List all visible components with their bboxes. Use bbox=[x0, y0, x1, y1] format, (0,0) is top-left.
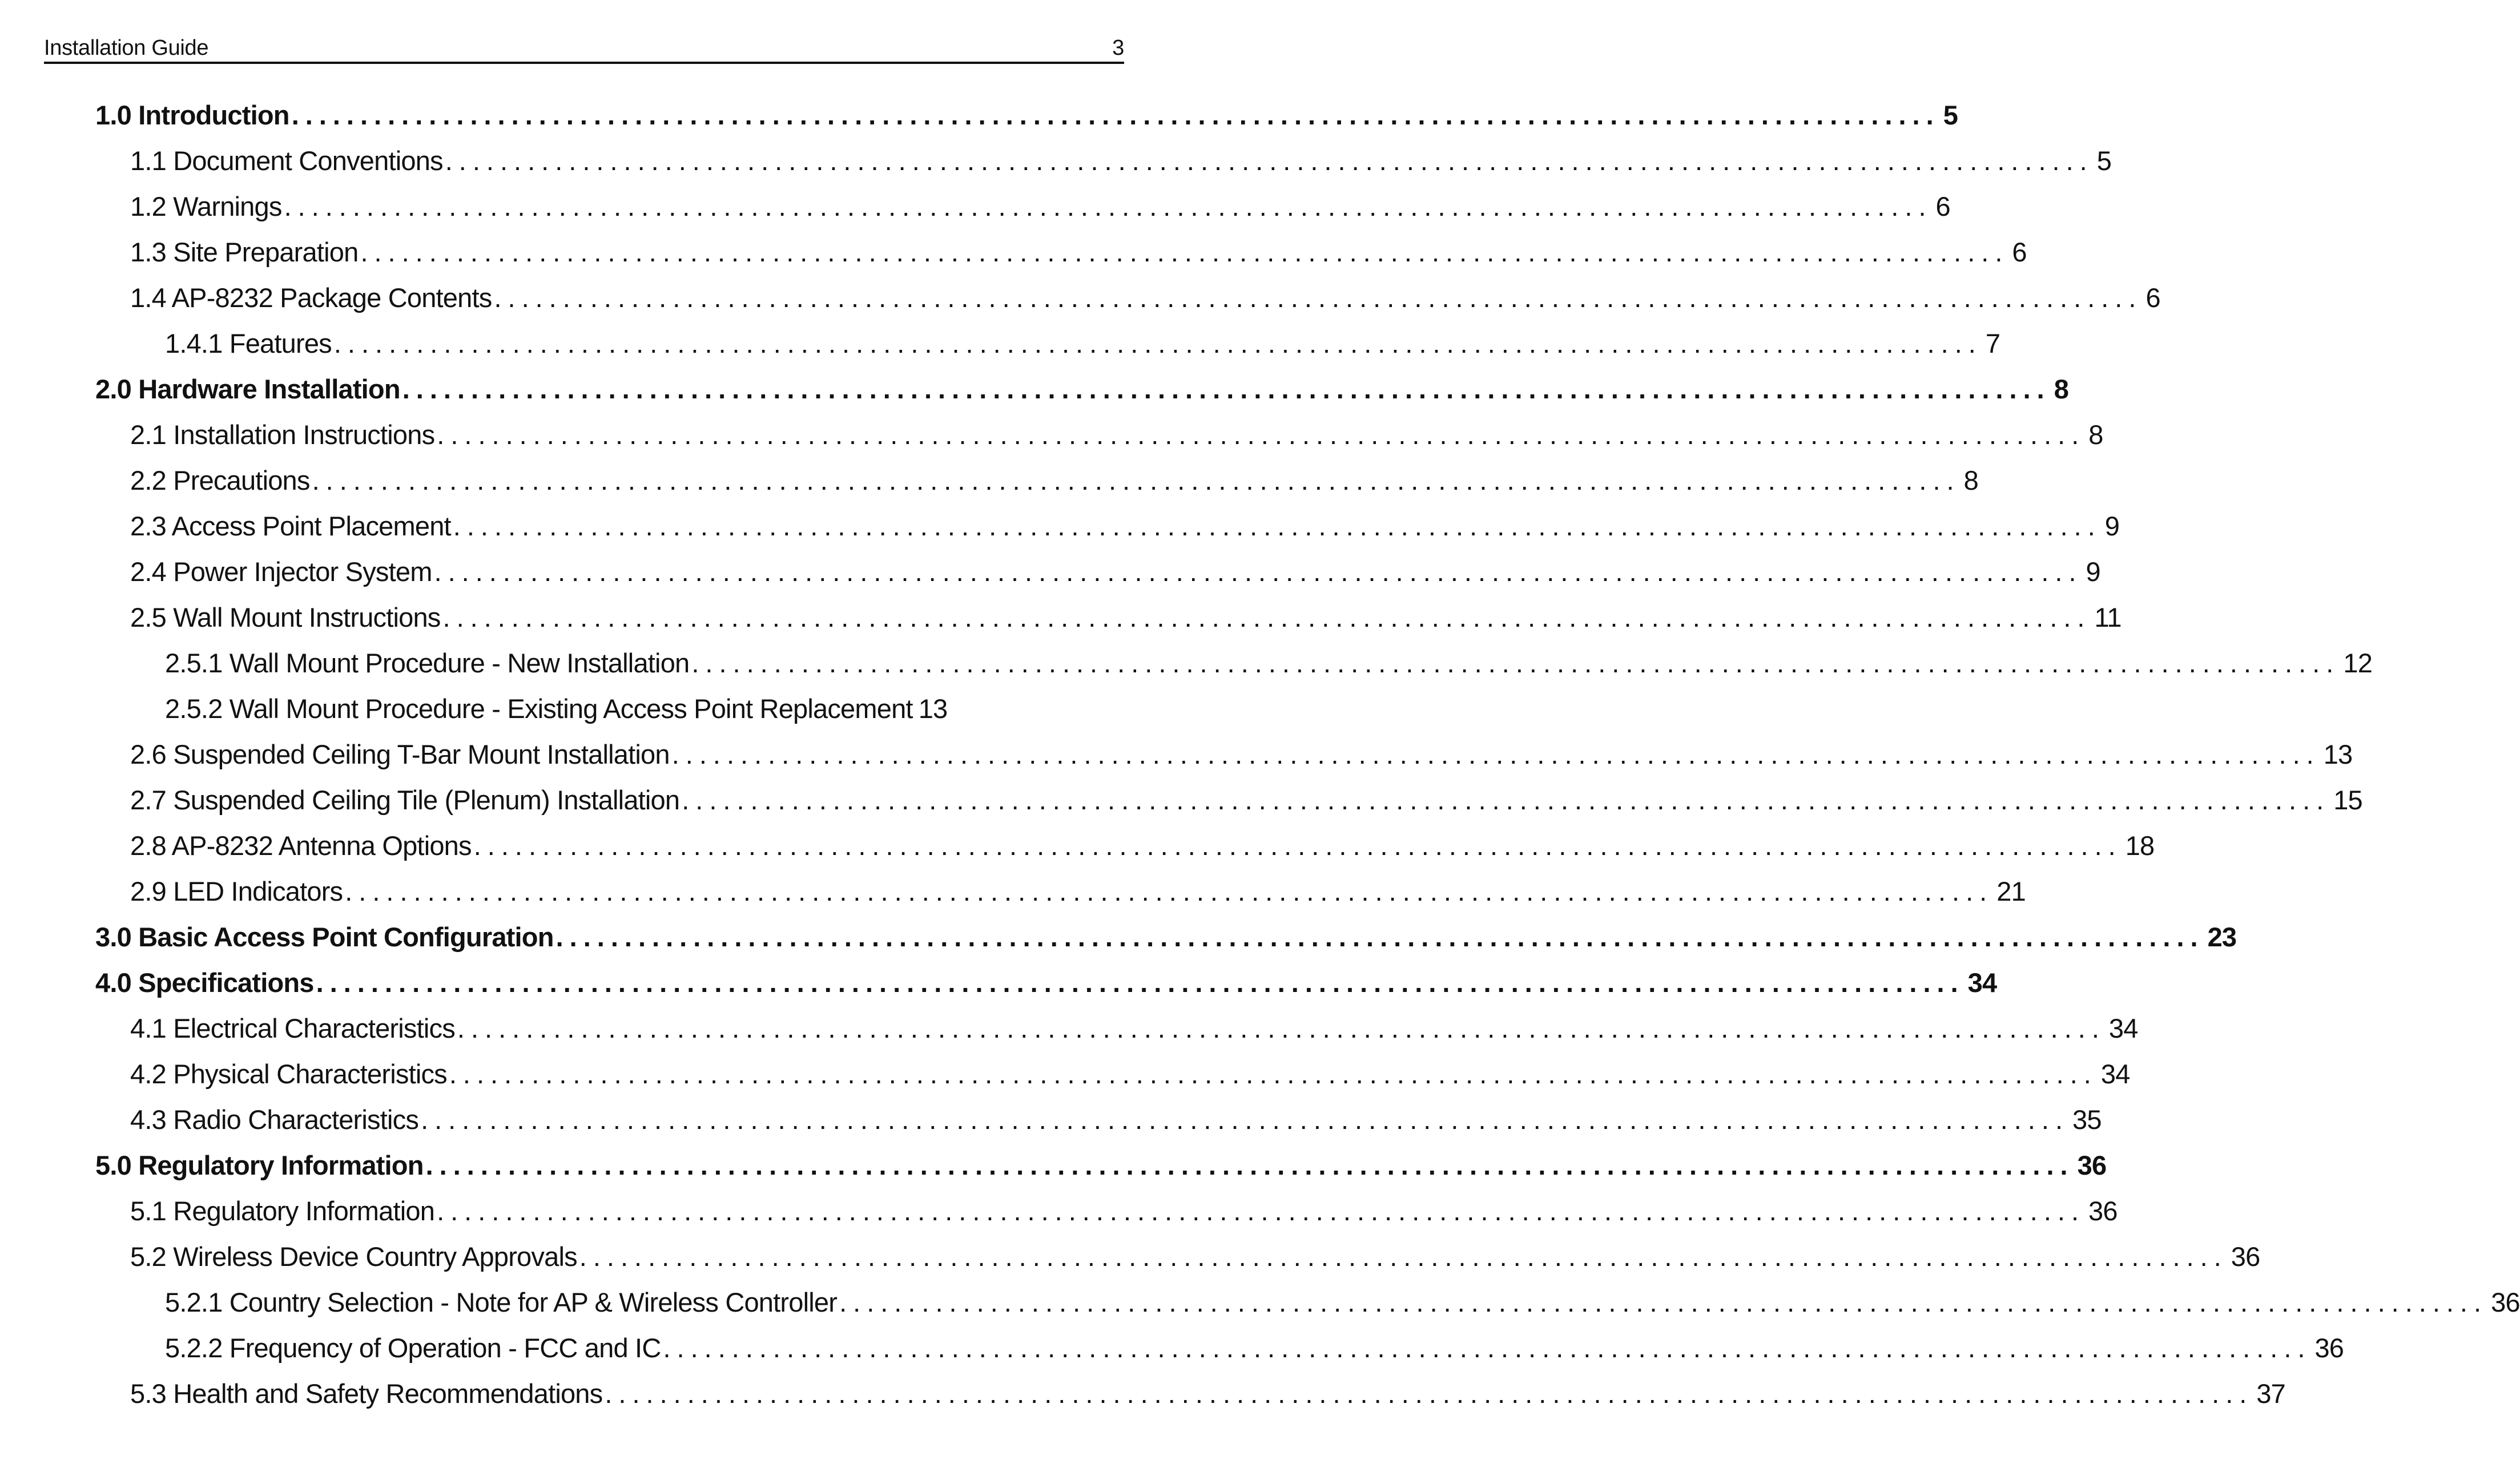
page-header bbox=[44, 35, 1124, 64]
dot-leader: ........................................................................................................................ bbox=[333, 328, 1982, 358]
toc-entry[interactable] bbox=[95, 275, 2160, 321]
dot-leader: ........................................................................................................................ bbox=[579, 1241, 2228, 1272]
toc-entry[interactable] bbox=[95, 366, 2069, 412]
toc-entry-page: 37 bbox=[2256, 1378, 2286, 1409]
dot-leader: ........................................................................................................................ bbox=[284, 191, 1933, 221]
toc-entry-title: 5.2.1 Country Selection - Note for AP & Wireless Controller bbox=[165, 1287, 838, 1317]
dot-leader: ........................................................................................................................ bbox=[360, 237, 2009, 267]
toc-entry[interactable] bbox=[95, 321, 2000, 366]
toc-entry-title: 2.9 LED Indicators bbox=[130, 876, 343, 906]
dot-leader: ........................................................................................................................ bbox=[663, 1333, 2312, 1363]
toc-entry-page: 5 bbox=[1943, 100, 1958, 130]
toc-entry[interactable] bbox=[95, 412, 2103, 458]
toc-entry[interactable] bbox=[95, 1006, 2138, 1051]
dot-leader: ........................................................................................................................ bbox=[442, 602, 2091, 632]
toc-entry-page: 36 bbox=[2491, 1287, 2520, 1317]
toc-entry-title: 3.0 Basic Access Point Configuration bbox=[95, 922, 554, 952]
toc-entry-page: 6 bbox=[2012, 237, 2027, 267]
dot-leader: ........................................................................................................................ bbox=[312, 465, 1961, 495]
dot-leader: ........................................................................................................................ bbox=[605, 1378, 2253, 1409]
table-of-contents bbox=[95, 92, 2520, 1417]
toc-entry-title: 2.1 Installation Instructions bbox=[130, 420, 435, 450]
toc-entry-page: 9 bbox=[2104, 511, 2120, 541]
toc-entry-page: 34 bbox=[2100, 1059, 2130, 1089]
toc-entry-page: 7 bbox=[1985, 328, 2000, 358]
document-title: Installation Guide bbox=[44, 36, 209, 60]
toc-entry-page: 8 bbox=[2054, 374, 2069, 404]
toc-entry[interactable] bbox=[95, 1143, 2107, 1188]
toc-entry-title: 2.4 Power Injector System bbox=[130, 556, 432, 587]
toc-entry[interactable] bbox=[95, 1325, 2344, 1371]
toc-entry-page: 8 bbox=[1963, 465, 1978, 495]
toc-entry[interactable] bbox=[95, 1280, 2520, 1325]
toc-entry-title: 5.0 Regulatory Information bbox=[95, 1150, 424, 1180]
toc-entry-page: 6 bbox=[2145, 283, 2160, 313]
toc-entry[interactable] bbox=[95, 823, 2155, 869]
toc-entry-title: 1.2 Warnings bbox=[130, 191, 282, 221]
toc-entry[interactable] bbox=[95, 229, 2027, 275]
dot-leader: ........................................................................................................................ bbox=[402, 374, 2051, 404]
toc-entry-title: 4.1 Electrical Characteristics bbox=[130, 1013, 455, 1043]
page-number: 3 bbox=[1112, 36, 1124, 60]
toc-entry-title: 1.4 AP-8232 Package Contents bbox=[130, 283, 492, 313]
toc-entry-page: 23 bbox=[2207, 922, 2237, 952]
dot-leader: ........................................................................................................................ bbox=[434, 556, 2083, 587]
toc-entry-page: 36 bbox=[2231, 1241, 2260, 1272]
toc-entry[interactable] bbox=[95, 595, 2122, 640]
toc-entry-title: 2.5 Wall Mount Instructions bbox=[130, 602, 441, 632]
dot-leader: ........................................................................................................................ bbox=[291, 100, 1940, 130]
toc-entry-title: 2.3 Access Point Placement bbox=[130, 511, 451, 541]
dot-leader: ........................................................................................................................ bbox=[445, 146, 2094, 176]
dot-leader: ........................................................................................................................ bbox=[691, 648, 2340, 678]
toc-entry[interactable] bbox=[95, 640, 2373, 686]
toc-entry-page: 9 bbox=[2086, 556, 2100, 587]
toc-entry-title: 1.0 Introduction bbox=[95, 100, 289, 130]
toc-entry-title: 2.2 Precautions bbox=[130, 465, 310, 495]
toc-entry[interactable] bbox=[95, 503, 2120, 549]
toc-entry-title: 1.4.1 Features bbox=[165, 328, 332, 358]
toc-entry[interactable] bbox=[95, 138, 2112, 184]
toc-entry[interactable] bbox=[95, 1234, 2260, 1280]
toc-entry-page: 18 bbox=[2125, 830, 2155, 861]
toc-entry-page: 21 bbox=[1996, 876, 2026, 906]
toc-entry-title: 2.6 Suspended Ceiling T-Bar Mount Installation bbox=[130, 739, 670, 769]
toc-entry-page: 8 bbox=[2088, 420, 2103, 450]
toc-entry-page: 11 bbox=[2094, 602, 2122, 632]
toc-entry[interactable] bbox=[95, 686, 948, 732]
toc-entry-page: 36 bbox=[2314, 1333, 2344, 1363]
toc-entry-title: 2.8 AP-8232 Antenna Options bbox=[130, 830, 472, 861]
toc-entry-title: 5.1 Regulatory Information bbox=[130, 1196, 435, 1226]
dot-leader: ........................................................................................................................ bbox=[671, 739, 2320, 769]
toc-entry[interactable] bbox=[95, 1188, 2118, 1234]
toc-entry-title: 2.7 Suspended Ceiling Tile (Plenum) Installation bbox=[130, 785, 680, 815]
dot-leader: ........................................................................................................................ bbox=[425, 1150, 2074, 1180]
toc-entry-title: 5.2.2 Frequency of Operation - FCC and IC bbox=[165, 1333, 661, 1363]
toc-entry-title: 2.5.1 Wall Mount Procedure - New Installation bbox=[165, 648, 690, 678]
toc-entry-title: 4.3 Radio Characteristics bbox=[130, 1104, 419, 1135]
toc-entry[interactable] bbox=[95, 777, 2362, 823]
dot-leader: ........................................................................................................................ bbox=[682, 785, 2330, 815]
toc-entry[interactable] bbox=[95, 732, 2353, 777]
toc-entry-page: 6 bbox=[1935, 191, 1950, 221]
toc-entry-page: 34 bbox=[1967, 967, 1997, 998]
toc-entry-title: 2.0 Hardware Installation bbox=[95, 374, 400, 404]
toc-entry[interactable] bbox=[95, 184, 1950, 229]
dot-leader: ........................................................................................................................ bbox=[345, 876, 1994, 906]
toc-entry[interactable] bbox=[95, 92, 1958, 138]
dot-leader: ........................................................................................................................ bbox=[494, 283, 2143, 313]
toc-entry[interactable] bbox=[95, 458, 1978, 503]
dot-leader: ........................................................................................................................ bbox=[437, 420, 2086, 450]
toc-entry-title: 5.3 Health and Safety Recommendations bbox=[130, 1378, 603, 1409]
dot-leader: ........................................................................................................................ bbox=[555, 922, 2204, 952]
toc-entry-title: 1.3 Site Preparation bbox=[130, 237, 359, 267]
dot-leader: ........................................................................................................................ bbox=[457, 1013, 2106, 1043]
toc-entry-page: 13 bbox=[2323, 739, 2353, 769]
toc-entry-page: 34 bbox=[2108, 1013, 2138, 1043]
toc-entry[interactable] bbox=[95, 1097, 2102, 1143]
toc-entry-page: 13 bbox=[918, 693, 948, 724]
toc-entry-page: 5 bbox=[2096, 146, 2112, 176]
toc-entry-page: 36 bbox=[2077, 1150, 2107, 1180]
toc-entry-page: 36 bbox=[2088, 1196, 2118, 1226]
dot-leader: ........................................................................................................................ bbox=[449, 1059, 2098, 1089]
toc-entry[interactable] bbox=[95, 1051, 2130, 1097]
toc-entry[interactable] bbox=[95, 960, 1997, 1006]
toc-entry-title: 1.1 Document Conventions bbox=[130, 146, 443, 176]
toc-entry[interactable] bbox=[95, 914, 2237, 960]
dot-leader: ........................................................................................................................ bbox=[421, 1104, 2070, 1135]
toc-entry-title: 4.0 Specifications bbox=[95, 967, 314, 998]
toc-entry-title: 2.5.2 Wall Mount Procedure - Existing Access Point Replacement bbox=[165, 693, 913, 724]
toc-entry[interactable] bbox=[95, 549, 2100, 595]
toc-entry-page: 12 bbox=[2343, 648, 2373, 678]
dot-leader: ........................................................................................................................ bbox=[473, 830, 2122, 861]
toc-entry[interactable] bbox=[95, 1371, 2286, 1417]
toc-entry-page: 15 bbox=[2333, 785, 2362, 815]
dot-leader: ........................................................................................................................ bbox=[437, 1196, 2086, 1226]
toc-entry-title: 4.2 Physical Characteristics bbox=[130, 1059, 447, 1089]
dot-leader: ........................................................................................................................ bbox=[453, 511, 2102, 541]
toc-entry-title: 5.2 Wireless Device Country Approvals bbox=[130, 1241, 577, 1272]
toc-entry-page: 35 bbox=[2072, 1104, 2102, 1135]
toc-entry[interactable] bbox=[95, 869, 2026, 914]
dot-leader: ........................................................................................................................ bbox=[839, 1287, 2488, 1317]
dot-leader: ........................................................................................................................ bbox=[316, 967, 1965, 998]
